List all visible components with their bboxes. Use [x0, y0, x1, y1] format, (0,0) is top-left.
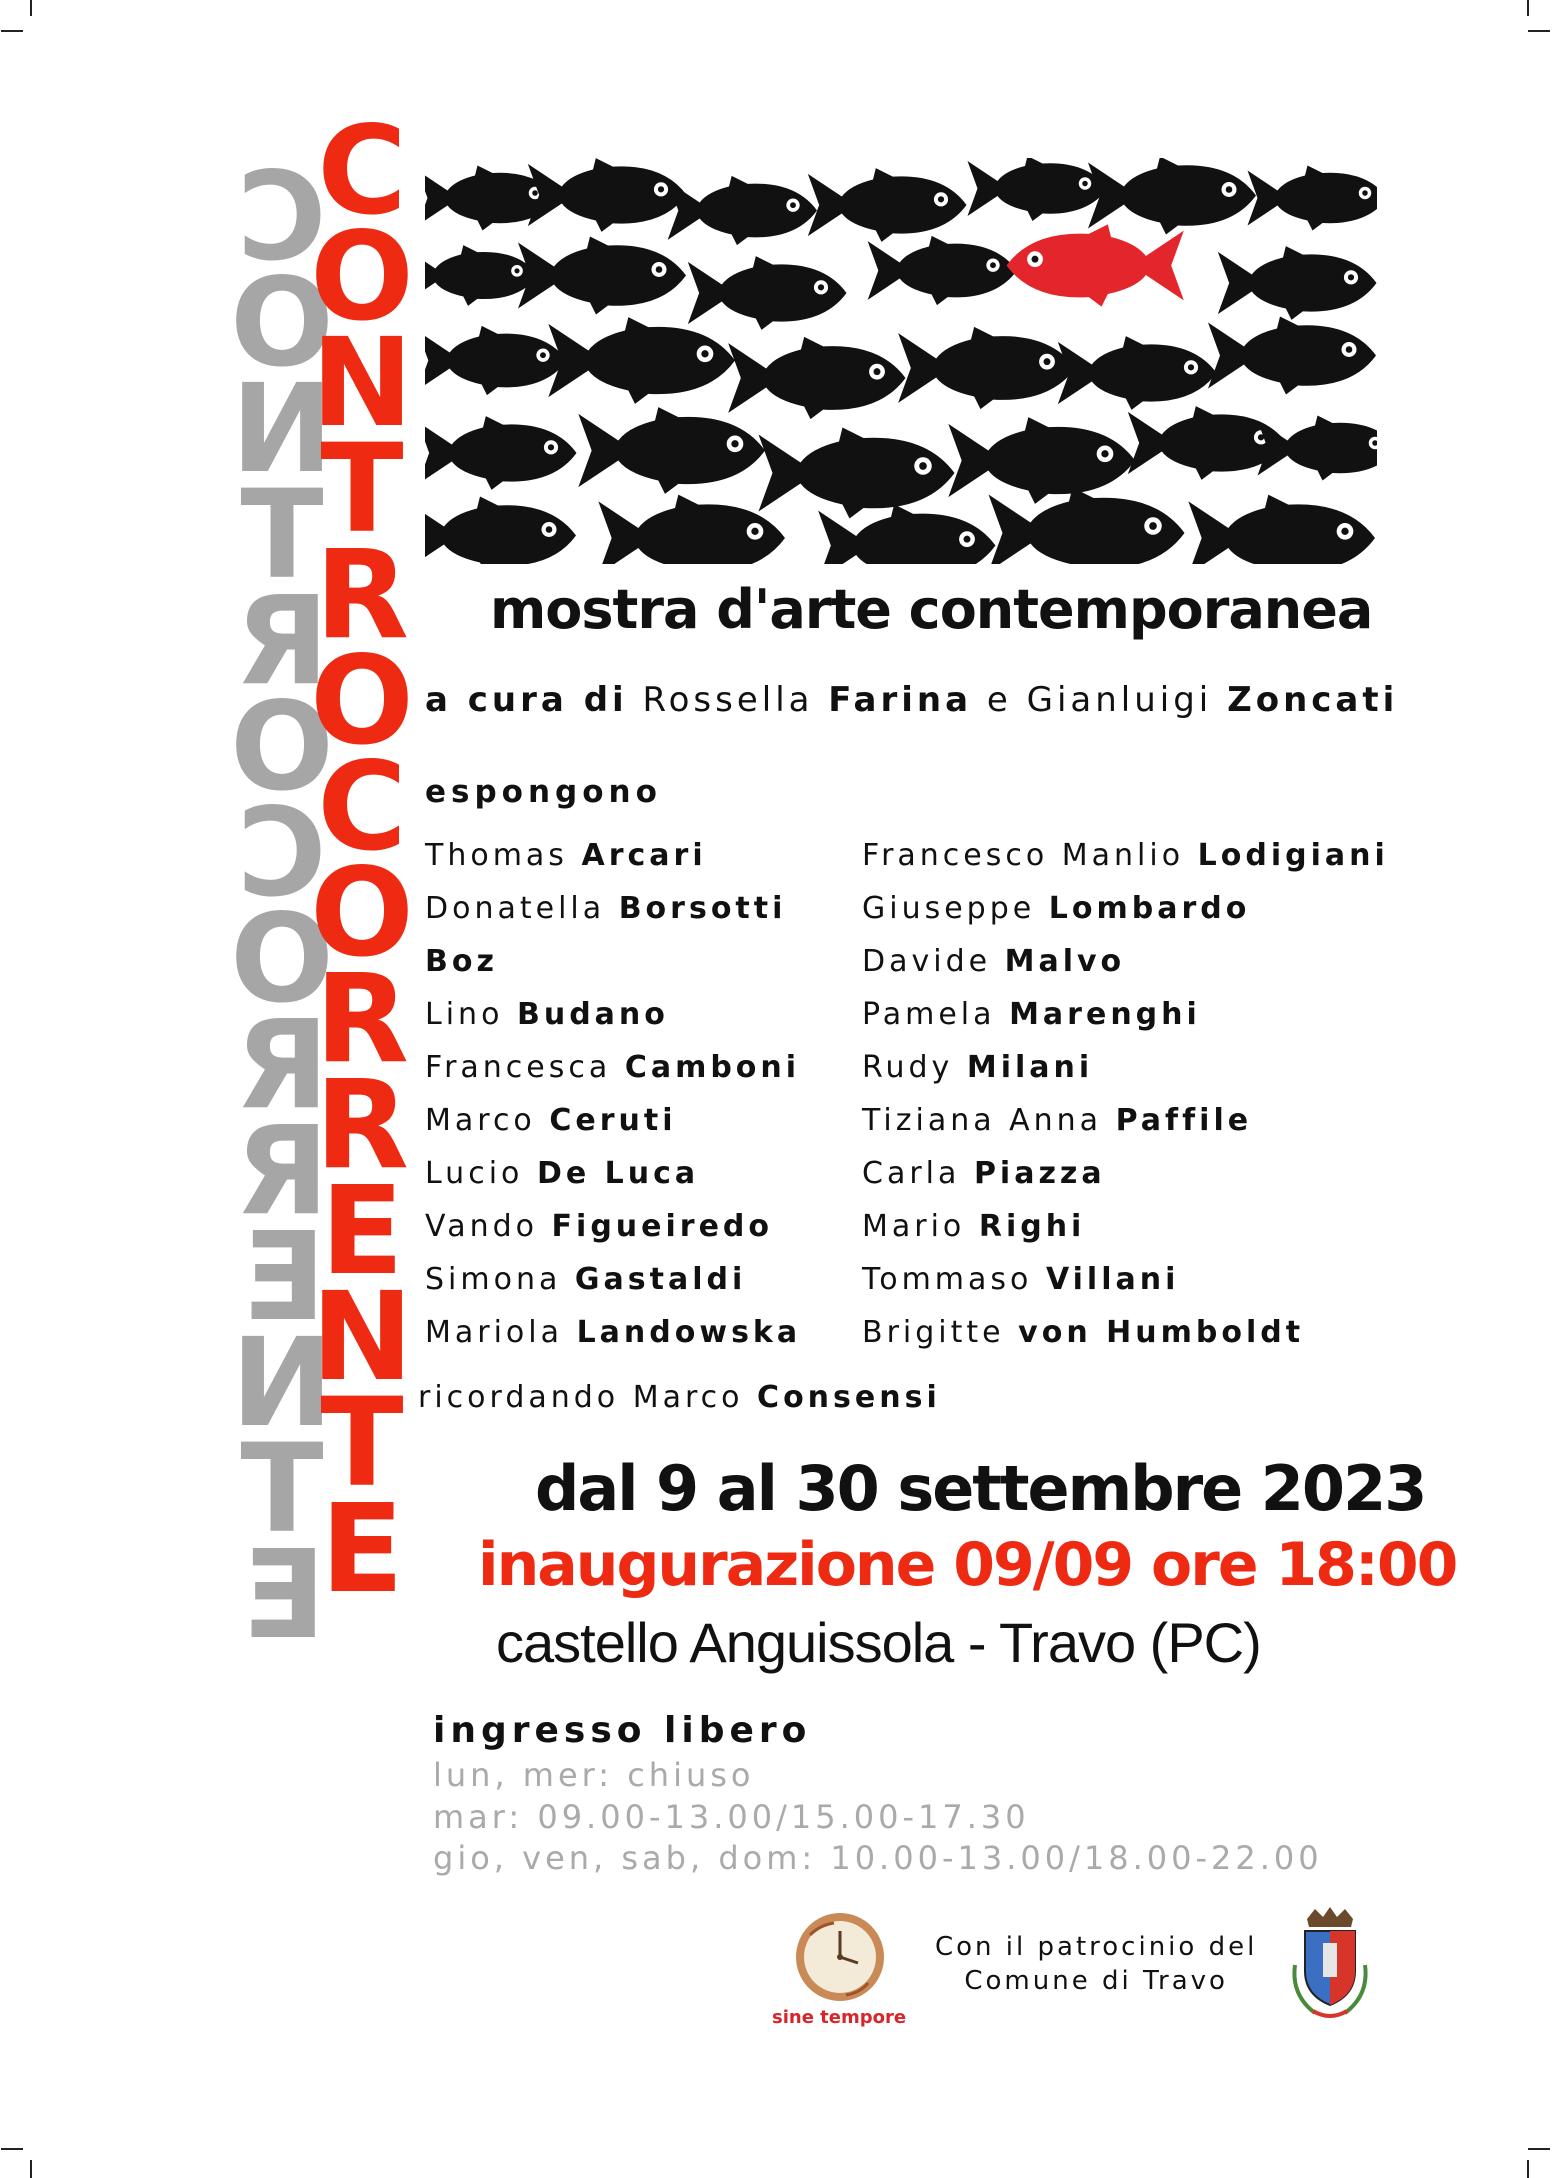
title-letter: T — [240, 464, 324, 606]
title-letter: E — [320, 1478, 404, 1620]
artist-entry — [862, 1050, 1389, 1103]
logo-caption: sine tempore — [772, 2007, 907, 2028]
artist-first-name: Lucio — [425, 1156, 524, 1191]
artist-entry — [862, 1262, 1389, 1315]
artist-first-name: Brigitte — [862, 1315, 1005, 1350]
crop-mark — [1527, 2160, 1529, 2178]
title-letter: Ǝ — [240, 1524, 324, 1666]
artist-last-name: Malvo — [1004, 944, 1126, 979]
artist-entry — [862, 944, 1389, 997]
title-letter: C — [237, 782, 327, 924]
artist-first-name: Tommaso — [862, 1262, 1033, 1297]
title-letter: T — [320, 1372, 404, 1514]
title-letter: O — [310, 206, 414, 348]
crop-mark — [1528, 30, 1550, 32]
title-letter: R — [315, 524, 409, 666]
artist-last-name: Milani — [966, 1050, 1094, 1085]
artist-entry — [425, 944, 801, 997]
artist-last-name: Budano — [516, 997, 669, 1032]
curators-prefix: a cura di — [425, 680, 628, 720]
opening-hours-line: mar: 09.00-13.00/15.00-17.30 — [433, 1798, 1030, 1836]
artist-entry — [425, 997, 801, 1050]
artist-first-name: Mario — [862, 1209, 966, 1244]
artist-entry — [862, 891, 1389, 944]
artist-last-name: Lodigiani — [1197, 838, 1389, 873]
artist-first-name: Francesco Manlio — [862, 838, 1185, 873]
crop-mark — [1, 2148, 23, 2150]
artist-last-name: Figueiredo — [551, 1209, 774, 1244]
title-letter: O — [310, 630, 414, 772]
curator-last-name: Farina — [828, 680, 973, 720]
artist-first-name: Marco — [425, 1103, 536, 1138]
title-letter: C — [317, 100, 407, 242]
curator-first-name: Rossella — [642, 680, 814, 720]
exhibition-dates: dal 9 al 30 settembre 2023 — [535, 1452, 1426, 1525]
title-letter: И — [230, 1312, 334, 1454]
artist-entry — [425, 1262, 801, 1315]
subtitle: mostra d'arte contemporanea — [490, 578, 1373, 641]
opening-hours-line: lun, mer: chiuso — [433, 1756, 755, 1794]
opening-hours-line: gio, ven, sab, dom: 10.00-13.00/18.00-22.00 — [433, 1839, 1323, 1877]
title-letter: O — [230, 252, 334, 394]
artist-first-name: Francesca — [425, 1050, 612, 1085]
title-letter: O — [230, 888, 334, 1030]
artist-entry — [425, 891, 801, 944]
curator-last-name: Zoncati — [1227, 680, 1399, 720]
artist-last-name: Arcari — [581, 838, 707, 873]
artist-last-name: Paffile — [1115, 1103, 1253, 1138]
artist-last-name: Righi — [978, 1209, 1086, 1244]
artist-entry — [425, 1103, 801, 1156]
patronage-text: Con il patrocinio del Comune di Travo — [935, 1932, 1258, 1996]
artist-first-name: Carla — [862, 1156, 961, 1191]
clock-logo — [790, 1905, 890, 2005]
exhibitors-label: espongono — [425, 774, 662, 810]
municipal-crest — [1285, 1905, 1375, 2023]
crop-mark — [1527, 0, 1529, 16]
title-letter: Я — [235, 1100, 329, 1242]
artist-first-name: Giuseppe — [862, 891, 1036, 926]
title-letter: Я — [235, 994, 329, 1136]
title-letter: O — [230, 676, 334, 818]
artist-first-name: Lino — [425, 997, 504, 1032]
artist-first-name: Davide — [862, 944, 992, 979]
title-letter: T — [320, 418, 404, 560]
artist-entry — [862, 1103, 1389, 1156]
artist-last-name: Camboni — [624, 1050, 801, 1085]
title-letter: R — [315, 948, 409, 1090]
title-letter: Я — [235, 570, 329, 712]
artist-last-name: Gastaldi — [574, 1262, 747, 1297]
opening-info: inaugurazione 09/09 ore 18:00 — [478, 1530, 1457, 1600]
artist-last-name: Piazza — [973, 1156, 1106, 1191]
artist-entry — [425, 1315, 801, 1368]
crop-mark — [1528, 2148, 1550, 2150]
artist-entry — [425, 838, 801, 891]
artist-first-name: Mariola — [425, 1315, 564, 1350]
artists-list-left — [425, 838, 801, 1368]
title-letter: T — [240, 1418, 324, 1560]
artist-entry — [425, 1209, 801, 1262]
artist-first-name: Vando — [425, 1209, 538, 1244]
artist-first-name: Donatella — [425, 891, 606, 926]
curators-joiner: e — [986, 680, 1012, 720]
artist-entry — [425, 1050, 801, 1103]
artist-last-name: von Humboldt — [1018, 1315, 1305, 1350]
curator-first-name: Gianluigi — [1026, 680, 1213, 720]
artist-last-name: Boz — [425, 944, 498, 979]
artist-entry — [862, 1315, 1389, 1368]
fish-school-artwork — [425, 158, 1377, 564]
crop-mark — [30, 0, 32, 16]
artist-last-name: Villani — [1045, 1262, 1180, 1297]
artist-last-name: De Luca — [536, 1156, 700, 1191]
artist-last-name: Landowska — [576, 1315, 802, 1350]
title-letter: Ǝ — [240, 1206, 324, 1348]
artist-entry — [862, 1156, 1389, 1209]
artist-first-name: Pamela — [862, 997, 996, 1032]
artist-entry — [862, 838, 1389, 891]
title-letter: O — [310, 842, 414, 984]
artist-entry — [862, 1209, 1389, 1262]
artist-first-name: Rudy — [862, 1050, 954, 1085]
title-letter: R — [315, 1054, 409, 1196]
artist-entry — [425, 1156, 801, 1209]
artist-last-name: Ceruti — [549, 1103, 677, 1138]
memorial-line — [418, 1380, 941, 1415]
artist-last-name: Borsotti — [618, 891, 787, 926]
artists-list-right — [862, 838, 1389, 1368]
artist-last-name: Lombardo — [1048, 891, 1251, 926]
curators-line — [425, 680, 1398, 720]
vertical-title-red — [302, 100, 422, 1620]
title-letter: И — [230, 358, 334, 500]
crop-mark — [1, 30, 23, 32]
title-letter: N — [310, 312, 414, 454]
venue: castello Anguissola - Travo (PC) — [496, 1611, 1261, 1674]
artist-last-name: Marenghi — [1009, 997, 1201, 1032]
crop-mark — [30, 2160, 32, 2178]
title-letter: E — [320, 1160, 404, 1302]
title-letter: C — [317, 736, 407, 878]
memorial-last-name: Consensi — [757, 1380, 941, 1415]
artist-entry — [862, 997, 1389, 1050]
free-entry-label: ingresso libero — [433, 1710, 812, 1751]
title-letter: C — [237, 146, 327, 288]
title-letter: N — [310, 1266, 414, 1408]
artist-first-name: Thomas — [425, 838, 568, 873]
artist-first-name: Simona — [425, 1262, 562, 1297]
memorial-prefix: ricordando Marco — [418, 1380, 744, 1415]
artist-first-name: Tiziana Anna — [862, 1103, 1103, 1138]
